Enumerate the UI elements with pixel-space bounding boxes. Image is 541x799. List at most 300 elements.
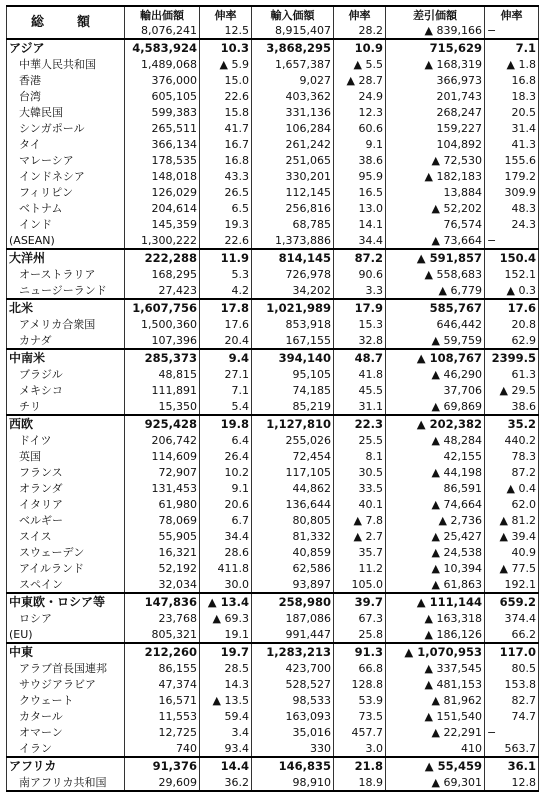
export-rate: 20.4 — [200, 332, 252, 349]
region-row — [7, 249, 539, 266]
export-value: 168,295 — [125, 266, 200, 282]
export-rate: 11.9 — [200, 249, 252, 266]
row-label: 英国 — [7, 448, 125, 464]
export-rate: 26.4 — [200, 448, 252, 464]
balance-rate: ▲ 77.5 — [485, 560, 539, 576]
import-rate: 35.7 — [334, 544, 386, 560]
export-rate: 19.7 — [200, 643, 252, 660]
balance-value: ▲ 72,530 — [386, 152, 485, 168]
row-label: オマーン — [7, 724, 125, 740]
row-label: スペイン — [7, 576, 125, 593]
balance-value: ▲ 10,394 — [386, 560, 485, 576]
balance-value: 201,743 — [386, 88, 485, 104]
export-value: 78,069 — [125, 512, 200, 528]
balance-rate: − — [485, 232, 539, 249]
import-value: 85,219 — [252, 398, 334, 415]
export-value: 15,350 — [125, 398, 200, 415]
export-value: 212,260 — [125, 643, 200, 660]
table-row — [7, 610, 539, 626]
export-value: 131,453 — [125, 480, 200, 496]
import-rate: ▲ 7.8 — [334, 512, 386, 528]
col-export-rate-header: 伸率 — [200, 6, 252, 23]
row-label: 南アフリカ共和国 — [7, 774, 125, 791]
import-rate: 41.8 — [334, 366, 386, 382]
export-value: 1,607,756 — [125, 299, 200, 316]
balance-rate: 179.2 — [485, 168, 539, 184]
row-label: ブラジル — [7, 366, 125, 382]
balance-value: ▲ 48,284 — [386, 432, 485, 448]
total-import: 8,915,407 — [252, 23, 334, 39]
import-rate: 91.3 — [334, 643, 386, 660]
import-value: 34,202 — [252, 282, 334, 299]
import-rate: 10.9 — [334, 39, 386, 56]
balance-rate: ▲ 29.5 — [485, 382, 539, 398]
row-label: (ASEAN) — [7, 232, 125, 249]
import-rate: 13.0 — [334, 200, 386, 216]
balance-value: 585,767 — [386, 299, 485, 316]
import-rate: 15.3 — [334, 316, 386, 332]
table-row — [7, 366, 539, 382]
row-label: イタリア — [7, 496, 125, 512]
balance-value: ▲ 52,202 — [386, 200, 485, 216]
import-value: 62,586 — [252, 560, 334, 576]
table-row — [7, 136, 539, 152]
balance-rate: ▲ 1.8 — [485, 56, 539, 72]
row-label: ロシア — [7, 610, 125, 626]
table-row — [7, 512, 539, 528]
balance-value: ▲ 55,459 — [386, 757, 485, 774]
export-value: 47,374 — [125, 676, 200, 692]
balance-value: ▲ 25,427 — [386, 528, 485, 544]
import-value: 136,644 — [252, 496, 334, 512]
balance-value: 268,247 — [386, 104, 485, 120]
export-value: 16,571 — [125, 692, 200, 708]
import-value: 44,862 — [252, 480, 334, 496]
balance-rate: ▲ 39.4 — [485, 528, 539, 544]
import-rate: 48.7 — [334, 349, 386, 366]
balance-rate: 62.0 — [485, 496, 539, 512]
row-label: アイルランド — [7, 560, 125, 576]
import-value: 112,145 — [252, 184, 334, 200]
import-rate: 38.6 — [334, 152, 386, 168]
export-value: 376,000 — [125, 72, 200, 88]
row-label: (EU) — [7, 626, 125, 643]
balance-rate: ▲ 0.3 — [485, 282, 539, 299]
row-label: サウジアラビア — [7, 676, 125, 692]
table-row — [7, 216, 539, 232]
table-row — [7, 432, 539, 448]
export-value: 111,891 — [125, 382, 200, 398]
table-row — [7, 774, 539, 791]
import-value: 403,362 — [252, 88, 334, 104]
import-value: 258,980 — [252, 593, 334, 610]
import-rate: 105.0 — [334, 576, 386, 593]
row-label: フィリピン — [7, 184, 125, 200]
col-balance-header: 差引価額 — [386, 6, 485, 23]
export-value: 23,768 — [125, 610, 200, 626]
export-rate: 6.7 — [200, 512, 252, 528]
export-value: 114,609 — [125, 448, 200, 464]
table-row — [7, 676, 539, 692]
export-rate: 14.3 — [200, 676, 252, 692]
export-rate: 22.6 — [200, 88, 252, 104]
import-rate: 16.5 — [334, 184, 386, 200]
balance-value: ▲ 163,318 — [386, 610, 485, 626]
row-label: チリ — [7, 398, 125, 415]
export-value: 366,134 — [125, 136, 200, 152]
import-rate: 66.8 — [334, 660, 386, 676]
export-value: 86,155 — [125, 660, 200, 676]
total-import-rate: 28.2 — [334, 23, 386, 39]
import-value: 3,868,295 — [252, 39, 334, 56]
export-value: 72,907 — [125, 464, 200, 480]
import-rate: 39.7 — [334, 593, 386, 610]
import-value: 187,086 — [252, 610, 334, 626]
export-rate: 19.1 — [200, 626, 252, 643]
balance-rate: 16.8 — [485, 72, 539, 88]
balance-rate: 374.4 — [485, 610, 539, 626]
import-value: 72,454 — [252, 448, 334, 464]
row-label: 中東 — [7, 643, 125, 660]
table-row — [7, 56, 539, 72]
import-value: 256,816 — [252, 200, 334, 216]
table-row — [7, 88, 539, 104]
import-rate: 25.8 — [334, 626, 386, 643]
balance-value: ▲ 81,962 — [386, 692, 485, 708]
balance-value: ▲ 6,779 — [386, 282, 485, 299]
export-value: 145,359 — [125, 216, 200, 232]
import-value: 331,136 — [252, 104, 334, 120]
import-rate: 40.1 — [334, 496, 386, 512]
table-row — [7, 708, 539, 724]
region-row — [7, 757, 539, 774]
balance-rate: − — [485, 724, 539, 740]
table-row — [7, 382, 539, 398]
export-rate: 28.6 — [200, 544, 252, 560]
export-rate: 34.4 — [200, 528, 252, 544]
export-value: 107,396 — [125, 332, 200, 349]
export-value: 222,288 — [125, 249, 200, 266]
balance-rate: 152.1 — [485, 266, 539, 282]
import-rate: 18.9 — [334, 774, 386, 791]
table-row — [7, 332, 539, 349]
import-value: 1,021,989 — [252, 299, 334, 316]
balance-rate: 440.2 — [485, 432, 539, 448]
export-value: 204,614 — [125, 200, 200, 216]
row-label: インドネシア — [7, 168, 125, 184]
row-label: 台湾 — [7, 88, 125, 104]
balance-rate: 17.6 — [485, 299, 539, 316]
row-label: タイ — [7, 136, 125, 152]
row-label: オランダ — [7, 480, 125, 496]
export-value: 265,511 — [125, 120, 200, 136]
export-rate: 20.6 — [200, 496, 252, 512]
row-label: 中東欧・ロシア等 — [7, 593, 125, 610]
export-rate: 28.5 — [200, 660, 252, 676]
table-row — [7, 104, 539, 120]
import-value: 163,093 — [252, 708, 334, 724]
import-rate: 73.5 — [334, 708, 386, 724]
row-label: スイス — [7, 528, 125, 544]
export-rate: 17.8 — [200, 299, 252, 316]
table-title: 総 額 — [7, 6, 125, 39]
row-label: アフリカ — [7, 757, 125, 774]
trade-table — [6, 5, 539, 792]
export-value: 27,423 — [125, 282, 200, 299]
row-label: イラン — [7, 740, 125, 757]
balance-rate: 155.6 — [485, 152, 539, 168]
table-row — [7, 576, 539, 593]
import-value: 35,016 — [252, 724, 334, 740]
export-value: 61,980 — [125, 496, 200, 512]
export-rate: 4.2 — [200, 282, 252, 299]
import-value: 814,145 — [252, 249, 334, 266]
import-value: 93,897 — [252, 576, 334, 593]
balance-value: ▲ 108,767 — [386, 349, 485, 366]
row-label: スウェーデン — [7, 544, 125, 560]
balance-value: 13,884 — [386, 184, 485, 200]
balance-value: 410 — [386, 740, 485, 757]
balance-rate: 18.3 — [485, 88, 539, 104]
col-import-rate-header: 伸率 — [334, 6, 386, 23]
export-value: 91,376 — [125, 757, 200, 774]
export-rate: 36.2 — [200, 774, 252, 791]
balance-rate: 35.2 — [485, 415, 539, 432]
table-row — [7, 740, 539, 757]
export-rate: 10.3 — [200, 39, 252, 56]
import-rate: 25.5 — [334, 432, 386, 448]
row-label: ベルギー — [7, 512, 125, 528]
balance-value: 42,155 — [386, 448, 485, 464]
export-value: 1,300,222 — [125, 232, 200, 249]
import-rate: 22.3 — [334, 415, 386, 432]
balance-value: ▲ 46,290 — [386, 366, 485, 382]
row-label: オーストラリア — [7, 266, 125, 282]
table-row — [7, 266, 539, 282]
import-rate: 11.2 — [334, 560, 386, 576]
export-value: 29,609 — [125, 774, 200, 791]
table-row — [7, 72, 539, 88]
balance-rate: 40.9 — [485, 544, 539, 560]
row-label: 中南米 — [7, 349, 125, 366]
import-rate: 128.8 — [334, 676, 386, 692]
import-value: 80,805 — [252, 512, 334, 528]
import-rate: ▲ 2.7 — [334, 528, 386, 544]
region-row — [7, 593, 539, 610]
import-rate: 21.8 — [334, 757, 386, 774]
balance-value: ▲ 59,759 — [386, 332, 485, 349]
balance-value: ▲ 186,126 — [386, 626, 485, 643]
import-rate: 60.6 — [334, 120, 386, 136]
export-value: 925,428 — [125, 415, 200, 432]
import-value: 1,373,886 — [252, 232, 334, 249]
import-rate: 12.3 — [334, 104, 386, 120]
export-value: 32,034 — [125, 576, 200, 593]
import-value: 423,700 — [252, 660, 334, 676]
import-value: 68,785 — [252, 216, 334, 232]
row-label: アメリカ合衆国 — [7, 316, 125, 332]
export-rate: 93.4 — [200, 740, 252, 757]
row-label: シンガポール — [7, 120, 125, 136]
row-label: 中華人民共和国 — [7, 56, 125, 72]
balance-rate: 24.3 — [485, 216, 539, 232]
balance-value: ▲ 202,382 — [386, 415, 485, 432]
table-row — [7, 660, 539, 676]
balance-rate: 41.3 — [485, 136, 539, 152]
balance-rate: 31.4 — [485, 120, 539, 136]
balance-value: ▲ 1,070,953 — [386, 643, 485, 660]
import-value: 330,201 — [252, 168, 334, 184]
balance-rate: 78.3 — [485, 448, 539, 464]
export-value: 599,383 — [125, 104, 200, 120]
import-value: 330 — [252, 740, 334, 757]
export-value: 740 — [125, 740, 200, 757]
export-rate: 19.3 — [200, 216, 252, 232]
balance-value: 104,892 — [386, 136, 485, 152]
balance-rate: 38.6 — [485, 398, 539, 415]
import-rate: 34.4 — [334, 232, 386, 249]
export-value: 52,192 — [125, 560, 200, 576]
import-value: 9,027 — [252, 72, 334, 88]
export-rate: 16.8 — [200, 152, 252, 168]
import-value: 251,065 — [252, 152, 334, 168]
import-rate: 33.5 — [334, 480, 386, 496]
row-label: 香港 — [7, 72, 125, 88]
row-label: ドイツ — [7, 432, 125, 448]
table-row — [7, 560, 539, 576]
import-value: 255,026 — [252, 432, 334, 448]
region-row — [7, 349, 539, 366]
balance-value: 159,227 — [386, 120, 485, 136]
total-balance: ▲ 839,166 — [386, 23, 485, 39]
balance-value: ▲ 558,683 — [386, 266, 485, 282]
import-value: 81,332 — [252, 528, 334, 544]
export-value: 285,373 — [125, 349, 200, 366]
import-rate: 30.5 — [334, 464, 386, 480]
balance-value: ▲ 151,540 — [386, 708, 485, 724]
balance-value: 76,574 — [386, 216, 485, 232]
export-value: 605,105 — [125, 88, 200, 104]
import-rate: 31.1 — [334, 398, 386, 415]
balance-rate: 150.4 — [485, 249, 539, 266]
balance-rate: 66.2 — [485, 626, 539, 643]
table-row — [7, 398, 539, 415]
balance-rate: ▲ 81.2 — [485, 512, 539, 528]
row-label: 大洋州 — [7, 249, 125, 266]
export-value: 126,029 — [125, 184, 200, 200]
table-row — [7, 626, 539, 643]
export-rate: 15.0 — [200, 72, 252, 88]
row-label: ベトナム — [7, 200, 125, 216]
export-rate: 17.6 — [200, 316, 252, 332]
export-value: 805,321 — [125, 626, 200, 643]
export-value: 4,583,924 — [125, 39, 200, 56]
export-rate: 10.2 — [200, 464, 252, 480]
row-label: カタール — [7, 708, 125, 724]
row-label: マレーシア — [7, 152, 125, 168]
import-value: 1,283,213 — [252, 643, 334, 660]
import-rate: 3.3 — [334, 282, 386, 299]
balance-value: 715,629 — [386, 39, 485, 56]
export-rate: 9.1 — [200, 480, 252, 496]
total-export-rate: 12.5 — [200, 23, 252, 39]
row-label: 北米 — [7, 299, 125, 316]
import-value: 726,978 — [252, 266, 334, 282]
balance-value: ▲ 591,857 — [386, 249, 485, 266]
import-value: 106,284 — [252, 120, 334, 136]
import-rate: 9.1 — [334, 136, 386, 152]
header-row — [7, 6, 539, 23]
balance-value: ▲ 337,545 — [386, 660, 485, 676]
table-row — [7, 544, 539, 560]
row-label: クウェート — [7, 692, 125, 708]
table-row — [7, 480, 539, 496]
balance-value: 86,591 — [386, 480, 485, 496]
import-value: 117,105 — [252, 464, 334, 480]
export-rate: 26.5 — [200, 184, 252, 200]
balance-rate: 12.8 — [485, 774, 539, 791]
import-value: 261,242 — [252, 136, 334, 152]
import-rate: 90.6 — [334, 266, 386, 282]
import-rate: 17.9 — [334, 299, 386, 316]
balance-rate: ▲ 0.4 — [485, 480, 539, 496]
import-rate: 3.0 — [334, 740, 386, 757]
table-row — [7, 692, 539, 708]
balance-rate: 2399.5 — [485, 349, 539, 366]
export-rate: 16.7 — [200, 136, 252, 152]
export-value: 1,489,068 — [125, 56, 200, 72]
balance-rate: 74.7 — [485, 708, 539, 724]
table-row — [7, 120, 539, 136]
export-rate: 19.8 — [200, 415, 252, 432]
export-value: 178,535 — [125, 152, 200, 168]
balance-value: ▲ 2,736 — [386, 512, 485, 528]
import-rate: ▲ 5.5 — [334, 56, 386, 72]
table-row — [7, 316, 539, 332]
balance-rate: 20.5 — [485, 104, 539, 120]
row-label: アジア — [7, 39, 125, 56]
export-value: 55,905 — [125, 528, 200, 544]
export-rate: ▲ 13.5 — [200, 692, 252, 708]
export-value: 16,321 — [125, 544, 200, 560]
import-rate: 53.9 — [334, 692, 386, 708]
export-value: 206,742 — [125, 432, 200, 448]
import-rate: 14.1 — [334, 216, 386, 232]
balance-value: ▲ 61,863 — [386, 576, 485, 593]
balance-rate: 87.2 — [485, 464, 539, 480]
export-rate: 30.0 — [200, 576, 252, 593]
import-rate: 45.5 — [334, 382, 386, 398]
balance-rate: 117.0 — [485, 643, 539, 660]
balance-value: 37,706 — [386, 382, 485, 398]
balance-value: ▲ 74,664 — [386, 496, 485, 512]
table-row — [7, 152, 539, 168]
balance-value: ▲ 22,291 — [386, 724, 485, 740]
balance-value: 646,442 — [386, 316, 485, 332]
export-rate: 411.8 — [200, 560, 252, 576]
import-value: 1,657,387 — [252, 56, 334, 72]
table-row — [7, 232, 539, 249]
row-label: インド — [7, 216, 125, 232]
import-value: 74,185 — [252, 382, 334, 398]
export-rate: 7.1 — [200, 382, 252, 398]
export-rate: ▲ 5.9 — [200, 56, 252, 72]
row-label: ニュージーランド — [7, 282, 125, 299]
export-rate: 41.7 — [200, 120, 252, 136]
balance-rate: 36.1 — [485, 757, 539, 774]
export-rate: 6.4 — [200, 432, 252, 448]
import-rate: 8.1 — [334, 448, 386, 464]
